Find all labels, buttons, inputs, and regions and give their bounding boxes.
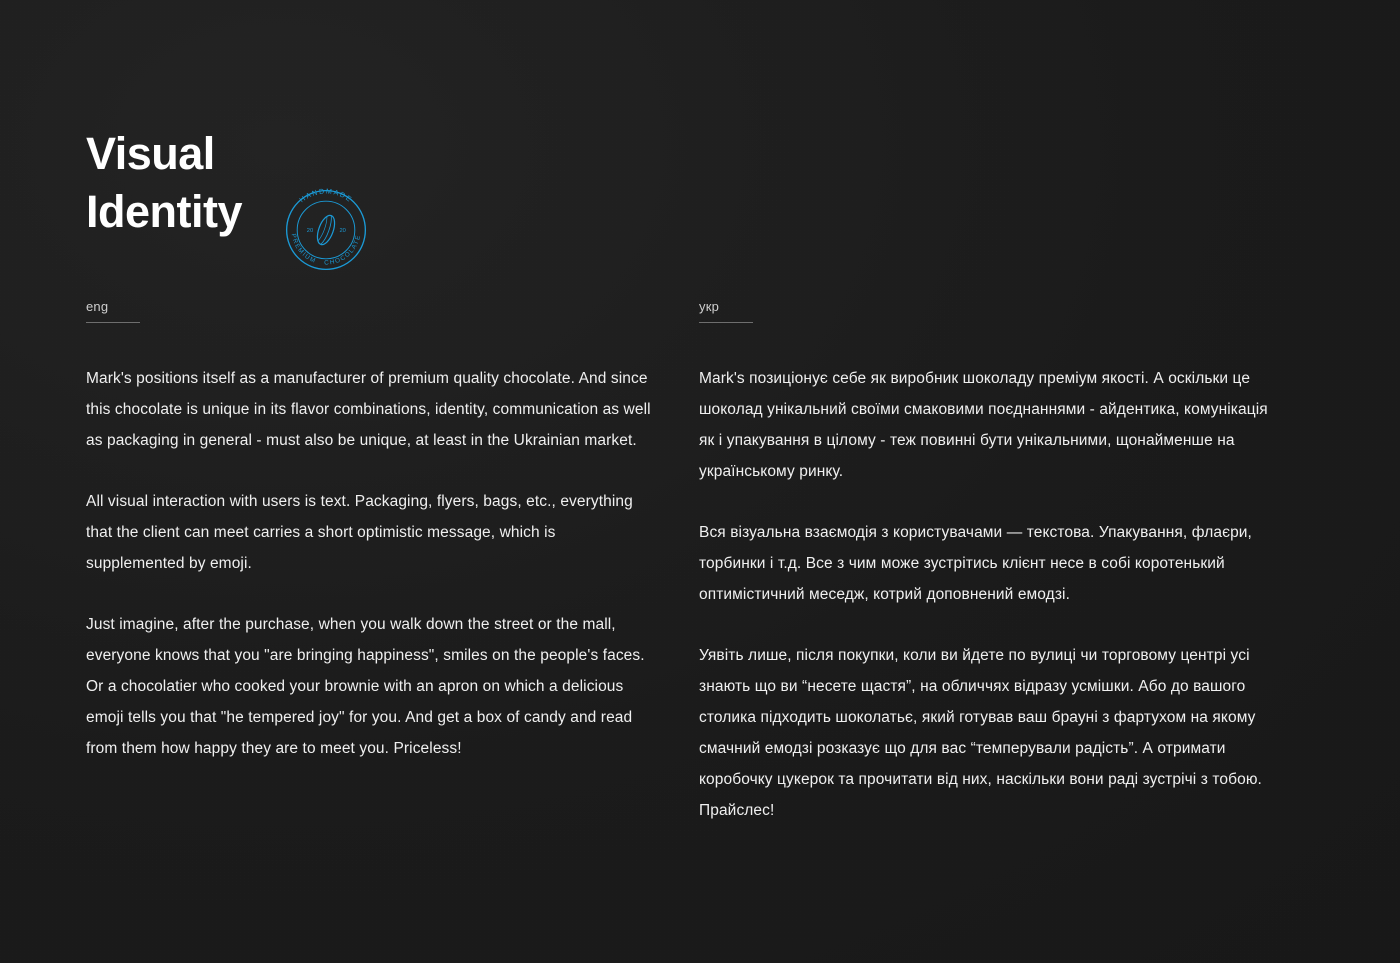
paragraph: Mark's positions itself as a manufacturer of premium quality chocolate. And since this chocolate is unique in its flavor combinations, identity, communication as well as packaging in general - must also be unique, at least in the Ukrainian market.: [86, 370, 651, 449]
column-eng: [86, 298, 651, 826]
svg-text:HANDMADE: [298, 187, 354, 204]
column-ukr: [699, 298, 1268, 826]
page-title-line-2: Identity: [86, 186, 243, 237]
text-columns: [86, 298, 1316, 826]
stamp-year-left: 20: [306, 227, 314, 234]
language-label-ukr: укр: [699, 299, 753, 323]
page-title-line-1: Visual: [86, 128, 215, 179]
stamp-bottom-left-text: PREMIUM: [289, 233, 318, 265]
language-label-eng: eng: [86, 299, 140, 323]
handmade-premium-chocolate-stamp: [278, 182, 374, 278]
paragraph: All visual interaction with users is text. Packaging, flyers, bags, etc., everything that the client can meet carries a short optimistic message, which is supplemented by emoji.: [86, 493, 633, 572]
page-title: [86, 125, 242, 241]
stamp-year-right: 20: [339, 227, 346, 234]
stamp-top-text: HANDMADE: [298, 187, 354, 205]
paragraph: Вся візуальна взаємодія з користувачами — текстова. Упакування, флаєри, торбинки і т.д. Все з чим може зустрітись клієнт несе в собі коротенький оптимістичний меседж, котрий доповнений емодзі.: [699, 524, 1252, 603]
paragraph: Уявіть лише, після покупки, коли ви йдете по вулиці чи торговому центрі усі знають що ви “несете щастя”, на обличчях відразу усмішки. Або до вашого столика підходить шоколатьє, який готував ваш брауні з фартухом на якому смачний емодзі розказує що для вас “темперували радість”. А отримати коробочку цукерок та прочитати від них, наскільки вони раді зустрічі з тобою. Прайслес!: [699, 647, 1262, 819]
stamp-bottom-right-text: CHOCOLATE: [324, 233, 363, 267]
svg-text:PREMIUM: [290, 233, 318, 265]
paragraph: Just imagine, after the purchase, when you walk down the street or the mall, everyone knows that you "are bringing happiness", smiles on the people's faces. Or a chocolatier who cooked your brownie with an apron on which a delicious emoji tells you that "he tempered joy" for you. And get a box of candy and read from them how happy they are to meet you. Priceless!: [86, 616, 645, 757]
cocoa-bean-icon: [314, 213, 338, 247]
paragraph: Mark's позиціонує себе як виробник шоколаду преміум якості. А оскільки це шоколад унікальний своїми смаковими поєднаннями - айдентика, комунікація як і упакування в цілому - теж повинні бути унікальними, щонайменше на українському ринку.: [699, 370, 1268, 480]
